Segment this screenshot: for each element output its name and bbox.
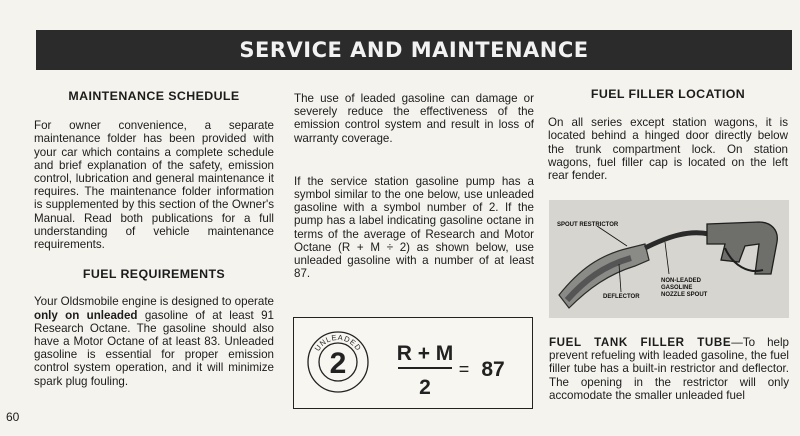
column-right xyxy=(548,88,788,182)
maintenance-schedule-heading: MAINTENANCE SCHEDULE xyxy=(68,89,240,103)
label-nozzle-line-1: NON-LEADED xyxy=(661,278,701,284)
filler-tube-section xyxy=(549,336,789,402)
unleaded-ring-text: UNLEADED xyxy=(312,332,364,353)
fuel-requirements-heading: FUEL REQUIREMENTS xyxy=(82,267,226,282)
pump-symbol-text: If the service station gasoline pump has a symbol similar to the one below, use unleaded gasoline with a symbol number of 2. If the pump has a label indicating gasoline octane in terms of the average of Research and Motor Octane (R + M ÷ 2) as shown below, use unleaded gasoline with a number of at least 87. xyxy=(294,174,534,281)
fuel-nozzle-illustration xyxy=(549,200,789,318)
formula-numerator: R + M xyxy=(396,342,454,365)
filler-tube-heading: FUEL TANK FILLER TUBE xyxy=(549,336,732,349)
leaded-warning-text: The use of leaded gasoline can damage or severely reduce the effectiveness of the emission control system and result in loss of warranty coverage. xyxy=(294,92,534,145)
column-middle xyxy=(294,92,534,280)
fuel-text-post: gasoline of at least 91 Research Octane. The gasoline should also have a Motor Octane of at least 83. Unleaded gasoline is essential for proper emission control system operation, and it will minimize spark plug fouling. xyxy=(34,308,274,388)
fuel-requirements-text xyxy=(34,295,274,387)
label-nozzle-line-2: GASOLINE xyxy=(661,285,693,291)
fuel-text-pre: Your Oldsmobile engine is designed to operate xyxy=(34,295,274,309)
fuel-filler-location-text: On all series except station wagons, it is located behind a hinged door directly below the trunk compartment lock. On station wagons, fuel filler cap is located on the left rear fender. xyxy=(548,116,788,183)
fuel-nozzle-figure xyxy=(549,200,789,318)
column-left xyxy=(34,90,274,388)
filler-tube-text xyxy=(549,336,789,402)
section-banner xyxy=(36,30,792,70)
fuel-filler-location-heading: FUEL FILLER LOCATION xyxy=(590,87,746,101)
octane-symbol-box xyxy=(293,317,533,409)
page-number: 60 xyxy=(6,410,20,424)
octane-value: 87 xyxy=(481,358,505,381)
formula-equals: = xyxy=(458,359,470,379)
label-spout-restrictor: SPOUT RESTRICTOR xyxy=(557,222,619,228)
octane-symbol-graphic xyxy=(294,318,531,407)
fuel-text-bold: only on unleaded xyxy=(34,308,138,322)
label-nozzle-line-3: NOZZLE SPOUT xyxy=(661,292,708,298)
maintenance-schedule-text: For owner convenience, a separate maintenance folder has been provided with your car which contains a complete schedule and brief explanation of the safety, emission control, lubrication and general maintenance it requires. The maintenance folder information is supplemented by this section of the Owner's Manual. Read both publications for a full understanding of vehicle maintenance requirements. xyxy=(34,119,274,252)
unleaded-number: 2 xyxy=(329,347,347,380)
filler-tube-body: —To help prevent refueling with leaded gasoline, the fuel filler tube has a built-in restrictor and deflector. The opening in the restrictor will only accomodate the smaller unleaded fuel xyxy=(549,336,790,402)
label-deflector: DEFLECTOR xyxy=(603,294,640,300)
section-title: SERVICE AND MAINTENANCE xyxy=(239,38,589,62)
formula-denominator: 2 xyxy=(419,376,431,399)
